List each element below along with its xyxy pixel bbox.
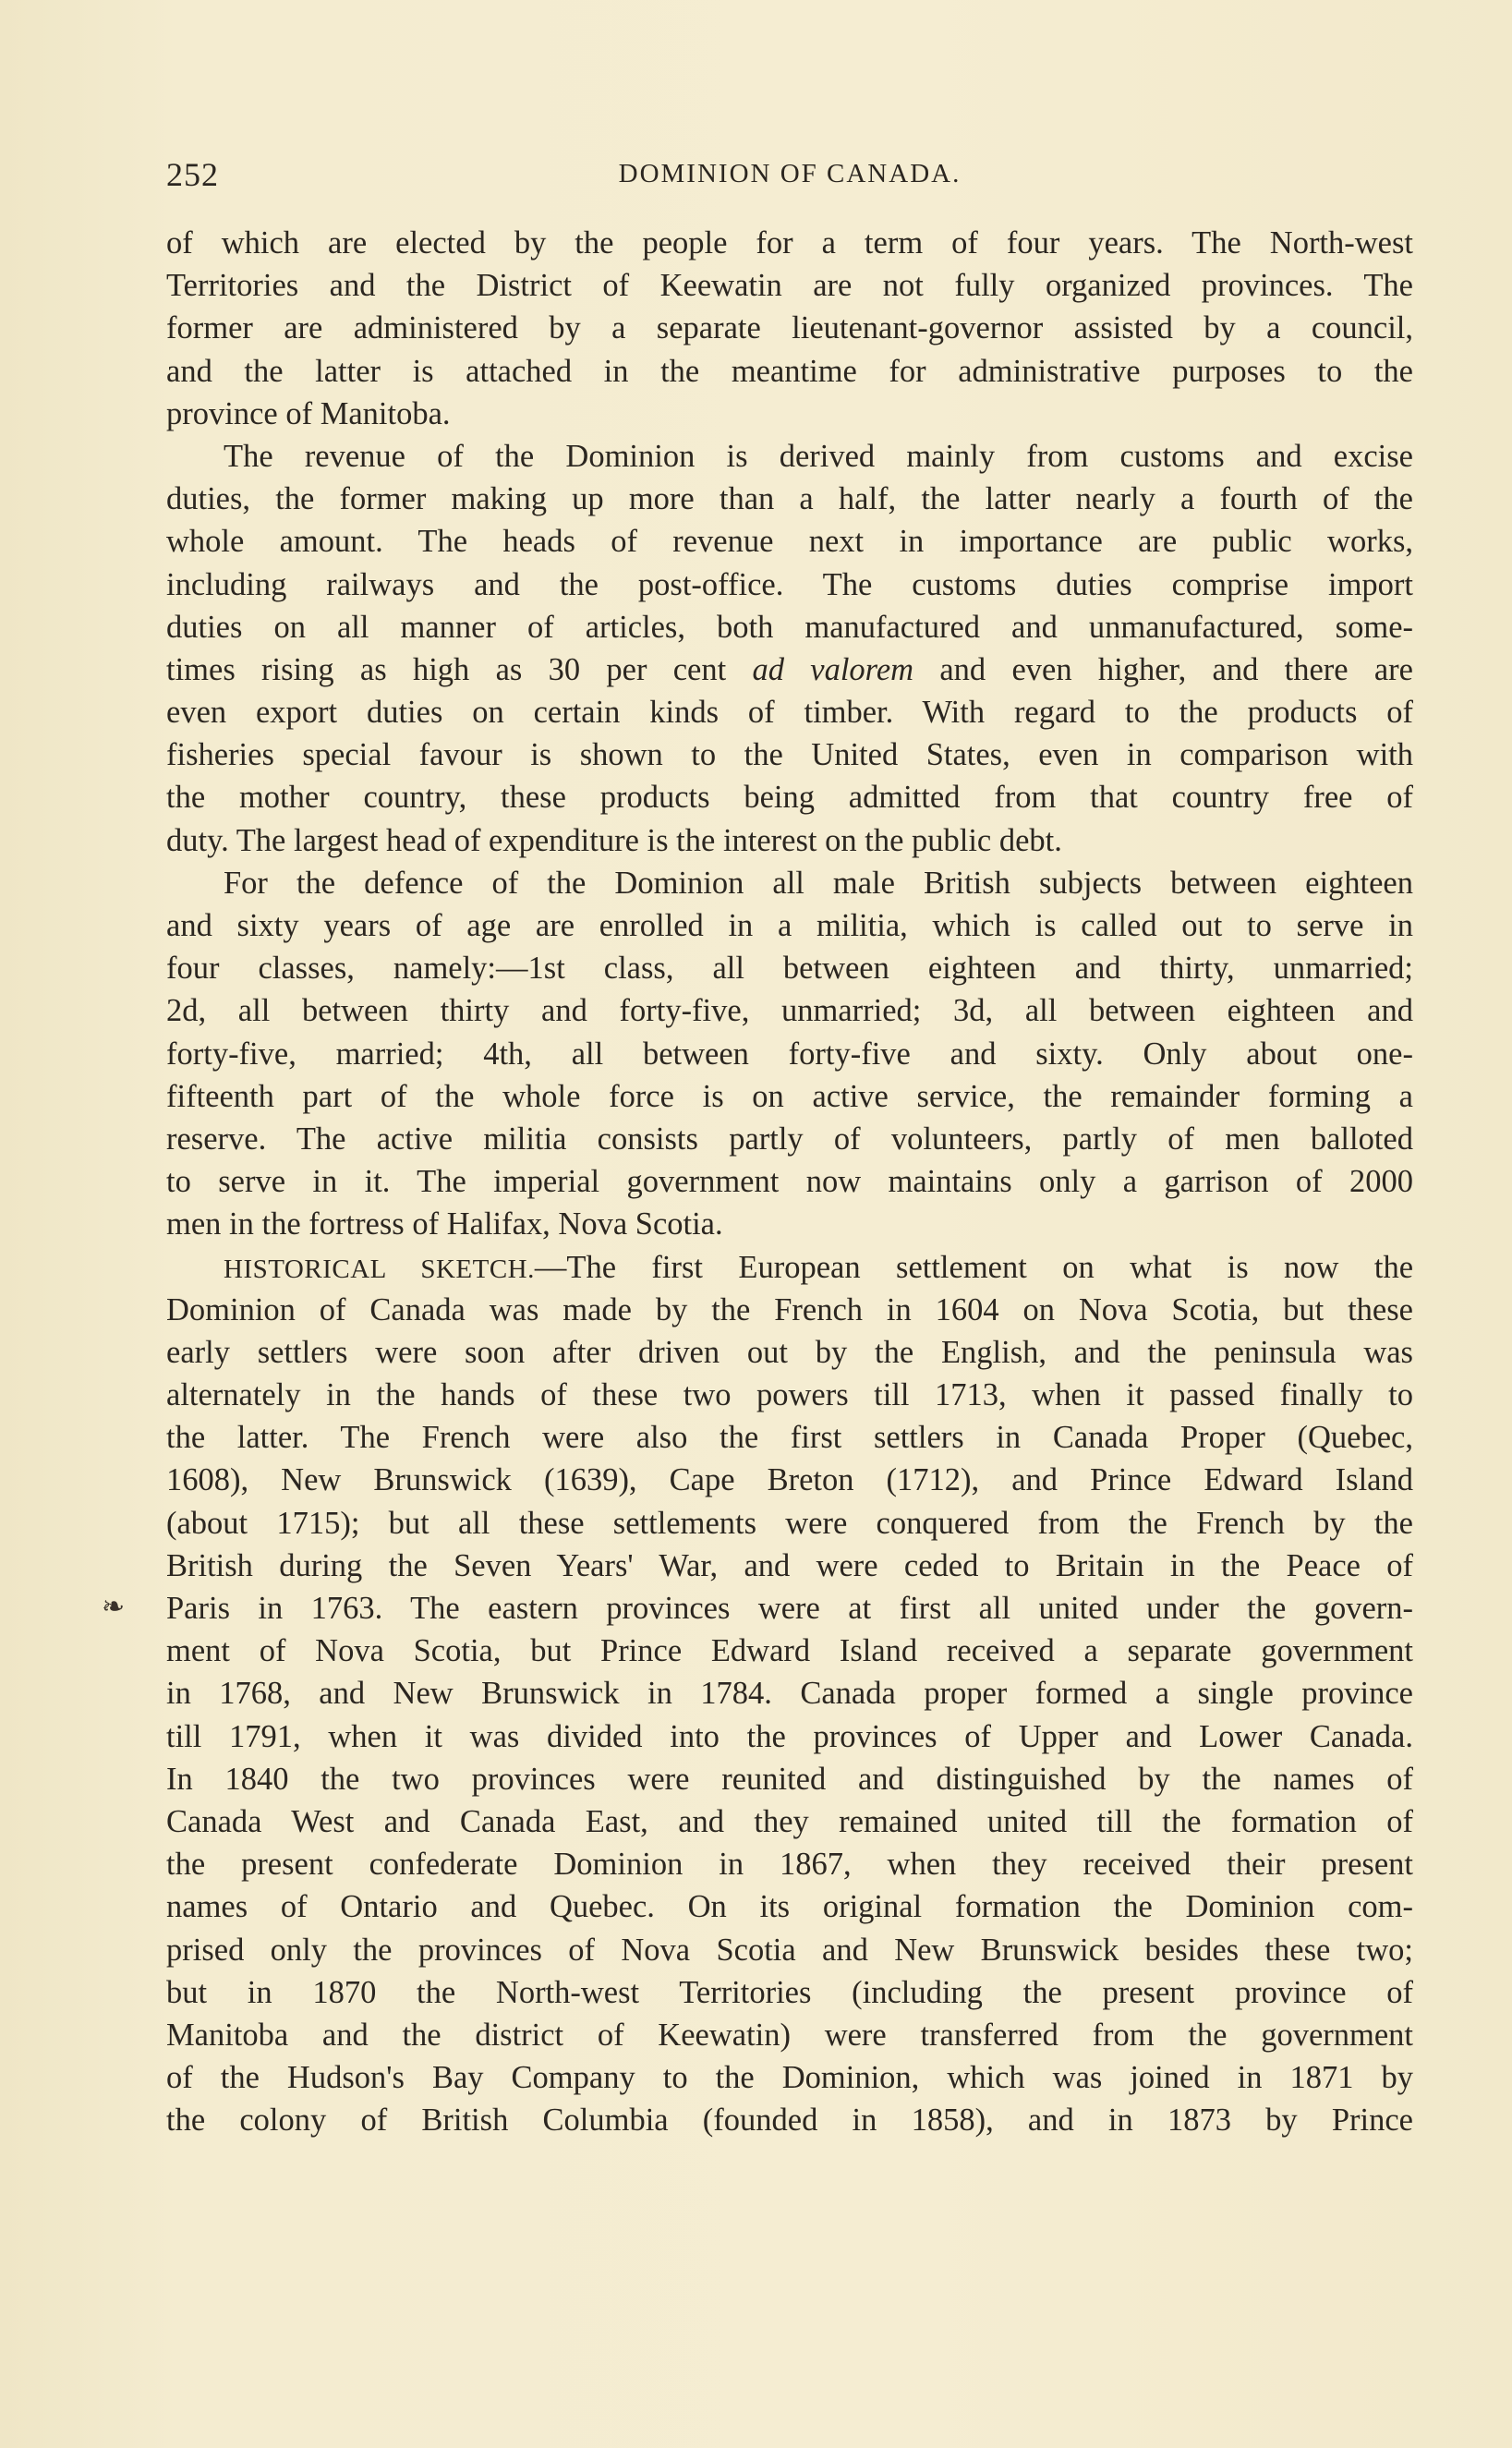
body-text xyxy=(166,222,1413,2141)
running-head xyxy=(166,155,1413,201)
text-line: (about 1715); but all these settlements were conquered from the French by the xyxy=(166,1505,1413,1541)
line-text: —The first European settlement on what is now the xyxy=(534,1249,1414,1285)
text-line: former are administered by a separate lieutenant-governor assisted by a council, xyxy=(166,310,1413,346)
line-text: and even higher, and there are xyxy=(913,651,1413,687)
page-number: 252 xyxy=(166,156,219,193)
text-line: The revenue of the Dominion is derived mainly from customs and excise xyxy=(224,438,1413,474)
text-line: to serve in it. The imperial government now maintains only a garrison of 2000 xyxy=(166,1164,1413,1200)
text-line: till 1791, when it was divided into the provinces of Upper and Lower Canada. xyxy=(166,1718,1413,1754)
text-line: For the defence of the Dominion all male British subjects between eighteen xyxy=(224,865,1413,901)
text-line: Paris in 1763. The eastern provinces were at first all united under the govern- xyxy=(166,1591,1413,1626)
text-line: British during the Seven Years' War, and were ceded to Britain in the Peace of xyxy=(166,1547,1413,1583)
text-line: duties, the former making up more than a half, the latter nearly a fourth of the xyxy=(166,481,1413,517)
italic-phrase: ad valorem xyxy=(752,651,914,687)
text-line: and sixty years of age are enrolled in a militia, which is called out to serve in xyxy=(166,908,1413,943)
text-line: and the latter is attached in the meantime for administrative purposes to the xyxy=(166,353,1413,389)
text-line: the mother country, these products being admitted from that country free of xyxy=(166,780,1413,816)
text-line: Dominion of Canada was made by the French in 1604 on Nova Scotia, but these xyxy=(166,1291,1413,1327)
text-line: four classes, namely:—1st class, all between eighteen and thirty, unmarried; xyxy=(166,951,1413,987)
text-line: ment of Nova Scotia, but Prince Edward Island received a separate government xyxy=(166,1633,1413,1669)
text-line: duties on all manner of articles, both manufactured and unmanufactured, some- xyxy=(166,609,1413,645)
text-line: prised only the provinces of Nova Scotia and New Brunswick besides these two; xyxy=(166,1932,1413,1968)
text-line: of the Hudson's Bay Company to the Dominion, which was joined in 1871 by xyxy=(166,2060,1413,2096)
running-title: DOMINION OF CANADA. xyxy=(618,159,962,188)
text-line: fisheries special favour is shown to the United States, even in comparison with xyxy=(166,737,1413,773)
text-line: Manitoba and the district of Keewatin) were transferred from the government xyxy=(166,2017,1413,2053)
text-line: Territories and the District of Keewatin are not fully organized provinces. The xyxy=(166,268,1413,304)
text-line: early settlers were soon after driven out by the English, and the peninsula was xyxy=(166,1334,1413,1370)
text-line: reserve. The active militia consists partly of volunteers, partly of men balloted xyxy=(166,1121,1413,1157)
text-line: including railways and the post-office. The customs duties comprise import xyxy=(166,566,1413,602)
text-line: names of Ontario and Quebec. On its original formation the Dominion com- xyxy=(166,1889,1413,1925)
text-line xyxy=(166,648,1413,691)
text-line: alternately in the hands of these two powers till 1713, when it passed finally to xyxy=(166,1377,1413,1413)
text-line: but in 1870 the North-west Territories (including the present province of xyxy=(166,1974,1413,2010)
line-text: times rising as high as 30 per cent xyxy=(166,651,753,687)
marginal-pilcrow-mark: ❧ xyxy=(102,1592,126,1622)
text-line: men in the fortress of Halifax, Nova Scotia. xyxy=(166,1206,723,1242)
text-line: in 1768, and New Brunswick in 1784. Canada proper formed a single province xyxy=(166,1676,1413,1712)
text-line: of which are elected by the people for a term of four years. The North-west xyxy=(166,225,1413,261)
section-heading: HISTORICAL SKETCH. xyxy=(224,1254,535,1284)
text-line: 1608), New Brunswick (1639), Cape Breton (1712), and Prince Edward Island xyxy=(166,1462,1413,1498)
text-line: the latter. The French were also the first settlers in Canada Proper (Quebec, xyxy=(166,1420,1413,1456)
text-line: whole amount. The heads of revenue next in importance are public works, xyxy=(166,524,1413,560)
text-line: the colony of British Columbia (founded in 1858), and in 1873 by Prince xyxy=(166,2103,1413,2139)
text-line: Canada West and Canada East, and they remained united till the formation of xyxy=(166,1803,1413,1839)
text-line: fifteenth part of the whole force is on active service, the remainder forming a xyxy=(166,1078,1413,1114)
text-line: the present confederate Dominion in 1867, when they received their present xyxy=(166,1847,1413,1883)
text-line: province of Manitoba. xyxy=(166,395,451,431)
text-line: 2d, all between thirty and forty-five, unmarried; 3d, all between eighteen and xyxy=(166,993,1413,1029)
text-line: duty. The largest head of expenditure is the interest on the public debt. xyxy=(166,822,1062,858)
text-line xyxy=(166,1246,1413,1289)
text-line: forty-five, married; 4th, all between forty-five and sixty. Only about one- xyxy=(166,1036,1413,1072)
text-line: In 1840 the two provinces were reunited and distinguished by the names of xyxy=(166,1761,1413,1797)
text-line: even export duties on certain kinds of timber. With regard to the products of xyxy=(166,695,1413,731)
